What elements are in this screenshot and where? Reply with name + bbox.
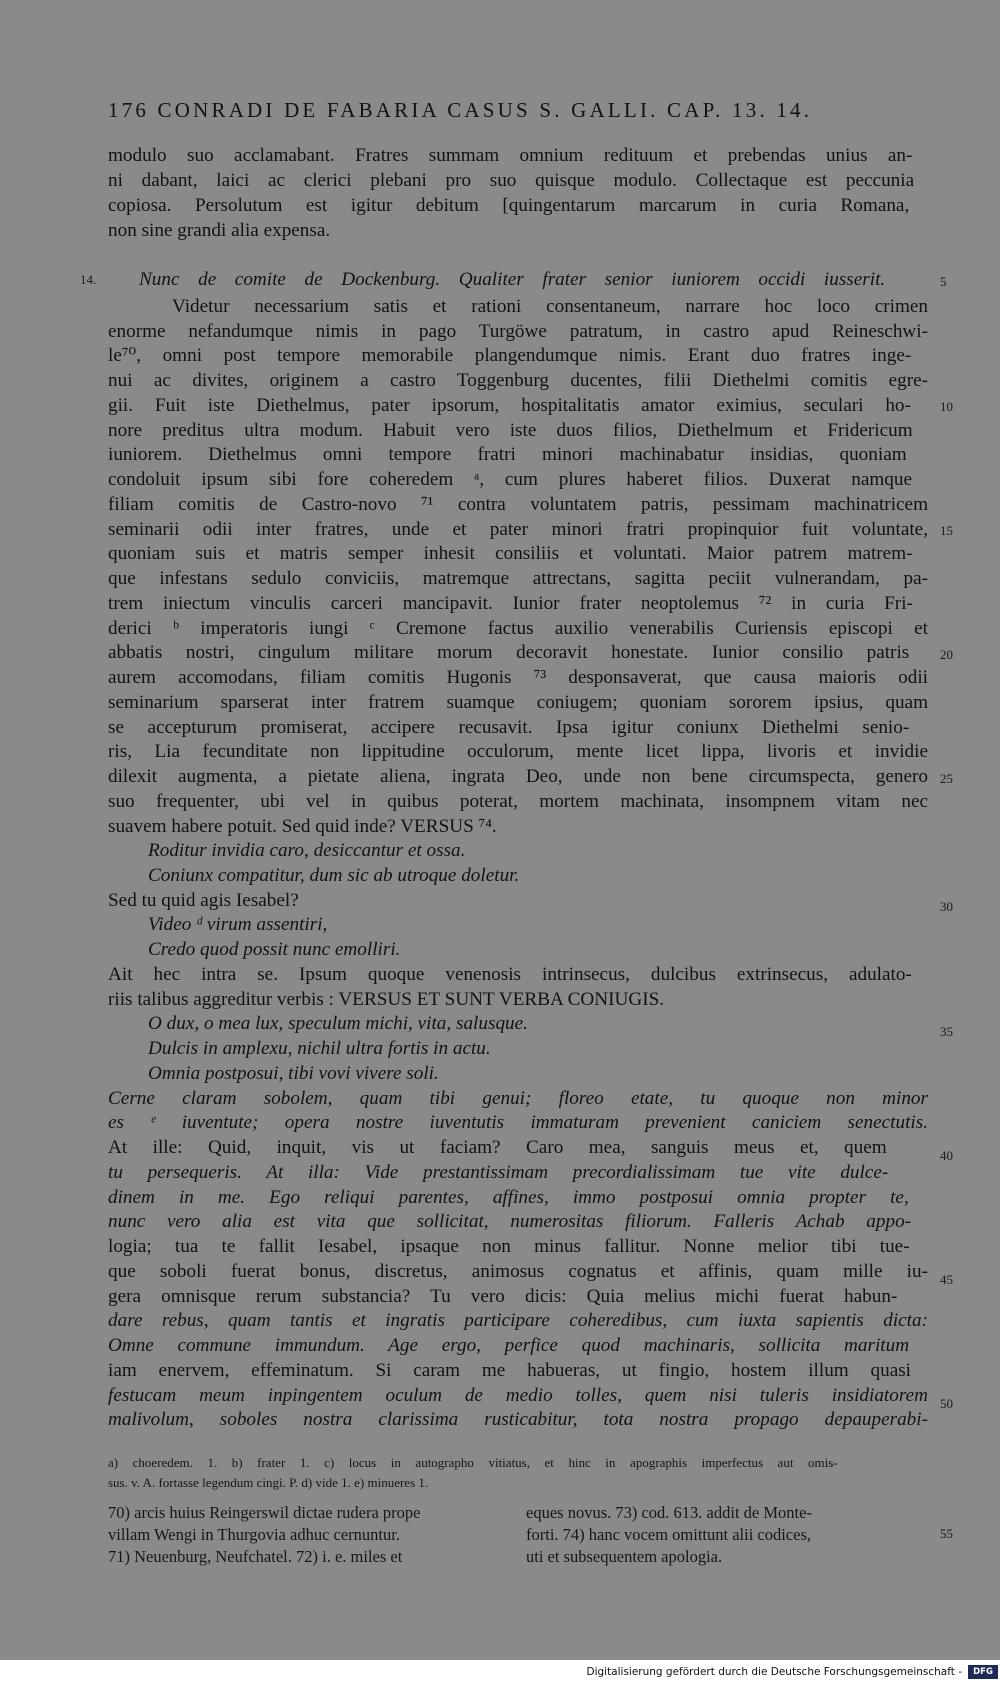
text-line: ris, Lia fecunditate non lippitudine occulorum, mente licet lippa, livoris et invidie xyxy=(108,741,928,762)
dfg-logo: DFG xyxy=(968,1665,998,1679)
text-line: iuniorem. Diethelmus omni tempore fratri minori machinabatur insidias, quoniam xyxy=(108,444,907,465)
line-number: 10 xyxy=(940,399,953,414)
footnote-line: 71) Neuenburg, Neufchatel. 72) i. e. miles et xyxy=(108,1547,403,1566)
text-line: gera omnisque rerum substancia? Tu vero dicis: Quia melius michi fuerat habun- xyxy=(108,1286,898,1307)
textual-note-line: a) choeredem. 1. b) frater 1. c) locus in autographo vitiatus, et hinc in apographis imperfectus aut omis- xyxy=(108,1455,838,1470)
footnote-line: villam Wengi in Thurgovia adhuc cernuntur. xyxy=(108,1525,400,1544)
text-line: Roditur invidia caro, desiccantur et ossa. xyxy=(148,840,466,861)
text-line: aurem accomodans, filiam comitis Hugonis ⁷³ desponsaverat, que causa maioris odii xyxy=(108,667,928,688)
page-header: 176 CONRADI DE FABARIA CASUS S. GALLI. CAP. 13. 14. xyxy=(108,98,813,122)
text-line: Video ᵈ virum assentiri, xyxy=(148,914,328,935)
text-line: Cerne claram sobolem, quam tibi genui; floreo etate, tu quoque non minor xyxy=(108,1088,928,1109)
line-number: 25 xyxy=(940,771,953,786)
text-line: se accepturum promiserat, accipere recusavit. Ipsa igitur coniunx Diethelmi senio- xyxy=(108,717,910,738)
text-line: Omne commune immundum. Age ergo, perfice quod machinaris, sollicita maritum xyxy=(108,1335,910,1356)
text-line: O dux, o mea lux, speculum michi, vita, salusque. xyxy=(148,1013,528,1034)
textual-note-line: sus. v. A. fortasse legendum cingi. P. d) vide 1. e) minueres 1. xyxy=(108,1475,429,1490)
text-line: copiosa. Persolutum est igitur debitum [quingentarum marcarum in curia Romana, xyxy=(108,195,910,216)
text-line: filiam comitis de Castro-novo ⁷¹ contra voluntatem patris, pessimam machinatricem xyxy=(108,494,928,515)
text-line: suavem habere potuit. Sed quid inde? VERSUS ⁷⁴. xyxy=(108,816,497,837)
text-line: trem iniectum vinculis carceri mancipavit. Iunior frater neoptolemus ⁷² in curia Fri- xyxy=(108,593,913,614)
text-line: seminarii odii inter fratres, unde et pater minori fratri propinquior fuit voluntate, xyxy=(108,519,928,540)
text-line: malivolum, soboles nostra clarissima rusticabitur, tota nostra propago depauperabi- xyxy=(108,1409,928,1430)
text-line: dilexit augmenta, a pietate aliena, ingrata Deo, unde non bene circumspecta, genero xyxy=(108,766,928,787)
text-line: gii. Fuit iste Diethelmus, pater ipsorum, hospitalitatis amator eximius, seculari ho- xyxy=(108,395,911,416)
footnote-line: forti. 74) hanc vocem omittunt alii codices, xyxy=(526,1525,812,1544)
line-number: 45 xyxy=(940,1272,953,1287)
line-number: 35 xyxy=(940,1024,953,1039)
text-line: es ᵉ iuventute; opera nostre iuventutis immaturam prevenient caniciem senectutis. xyxy=(108,1112,928,1133)
footnote-line: uti et subsequentem apologia. xyxy=(526,1547,723,1566)
text-line: Videtur necessarium satis et rationi consentaneum, narrare hoc loco crimen xyxy=(172,296,928,317)
text-line: abbatis nostri, cingulum militare morum decoravit honestate. Iunior consilio patris xyxy=(108,642,910,663)
text-line: festucam meum inpingentem oculum de medio tolles, quem nisi tuleris insidiatorem xyxy=(108,1385,928,1406)
text-line: quoniam suis et matris semper inhesit consiliis et voluntati. Maior patrem matrem- xyxy=(108,543,913,564)
text-line: Credo quod possit nunc emolliri. xyxy=(148,939,401,960)
text-line: le⁷⁰, omni post tempore memorabile plangendumque nimis. Erant duo fratres inge- xyxy=(108,345,912,366)
text-line: dinem in me. Ego reliqui parentes, affines, immo postposui omnia propter te, xyxy=(108,1187,909,1208)
text-line: Sed tu quid agis Iesabel? xyxy=(108,890,299,911)
text-line: Ait hec intra se. Ipsum quoque venenosis intrinsecus, dulcibus extrinsecus, adulato- xyxy=(108,964,912,985)
text-line: modulo suo acclamabant. Fratres summam omnium redituum et prebendas unius an- xyxy=(108,145,913,166)
text-line: seminarium sparserat inter fratrem suamque coniugem; quoniam sororem ipsius, quam xyxy=(108,692,928,713)
text-line: logia; tua te fallit Iesabel, ipsaque non minus fallitur. Nonne melior tibi tue- xyxy=(108,1236,910,1257)
text-line: ni dabant, laici ac clerici plebani pro suo quisque modulo. Collectaque est peccunia xyxy=(108,170,915,191)
text-line: Omnia postposui, tibi vovi vivere soli. xyxy=(148,1063,439,1084)
text-line: non sine grandi alia expensa. xyxy=(108,220,331,241)
text-line: derici ᵇ imperatoris iungi ᶜ Cremone factus auxilio venerabilis Curiensis episcopi et xyxy=(108,618,928,639)
text-line: nunc vero alia est vita que sollicitat, numerositas filiorum. Falleris Achab appo- xyxy=(108,1211,912,1232)
section-number: 14. xyxy=(80,272,97,287)
text-line: At ille: Quid, inquit, vis ut faciam? Caro mea, sanguis meus et, quem xyxy=(108,1137,887,1158)
text-line: nui ac divites, originem a castro Toggenburg ducentes, filii Diethelmi comitis egre- xyxy=(108,370,928,391)
text-line: iam enervem, effeminatum. Si caram me habueras, ut fingio, hostem illum quasi xyxy=(108,1360,912,1381)
text-line: Coniunx compatitur, dum sic ab utroque doletur. xyxy=(148,865,520,886)
line-number: 5 xyxy=(940,274,947,289)
text-line: Nunc de comite de Dockenburg. Qualiter frater senior iuniorem occidi iusserit. xyxy=(139,269,886,290)
line-number: 15 xyxy=(940,523,953,538)
text-line: suo frequenter, ubi vel in quibus poterat, mortem machinata, insompnem vitam nec xyxy=(108,791,928,812)
line-number: 55 xyxy=(940,1526,953,1541)
line-number: 20 xyxy=(940,647,953,662)
text-line: nore preditus ultra modum. Habuit vero iste duos filios, Diethelmum et Fridericum xyxy=(108,420,913,441)
line-number: 50 xyxy=(940,1396,953,1411)
footnote-line: eques novus. 73) cod. 613. addit de Monte- xyxy=(526,1503,812,1522)
line-number: 30 xyxy=(940,899,953,914)
footnote-line: 70) arcis huius Reingerswil dictae rudera prope xyxy=(108,1503,421,1522)
text-line: que soboli fuerat bonus, discretus, animosus cognatus et affinis, quam mille iu- xyxy=(108,1261,928,1282)
line-number: 40 xyxy=(940,1148,953,1163)
text-line: riis talibus aggreditur verbis : VERSUS ET SUNT VERBA CONIUGIS. xyxy=(108,989,665,1010)
text-line: condoluit ipsum sibi fore coheredem ᵃ, cum plures haberet filios. Duxerat namque xyxy=(108,469,912,490)
text-line: Dulcis in amplexu, nichil ultra fortis in actu. xyxy=(148,1038,491,1059)
text-line: dare rebus, quam tantis et ingratis participare coheredibus, cum iuxta sapientis dicta: xyxy=(108,1310,928,1331)
footer-credit: Digitalisierung gefördert durch die Deutsche Forschungsgemeinschaft - xyxy=(586,1666,962,1678)
text-line: que infestans sedulo conviciis, matremque attrectans, sagitta peciit vulnerandam, pa- xyxy=(108,568,928,589)
text-line: enorme nefandumque nimis in pago Turgöwe patratum, in castro apud Reineschwi- xyxy=(108,321,928,342)
text-line: tu persequeris. At illa: Vide prestantissimam precordialissimam tue vite dulce- xyxy=(108,1162,889,1183)
